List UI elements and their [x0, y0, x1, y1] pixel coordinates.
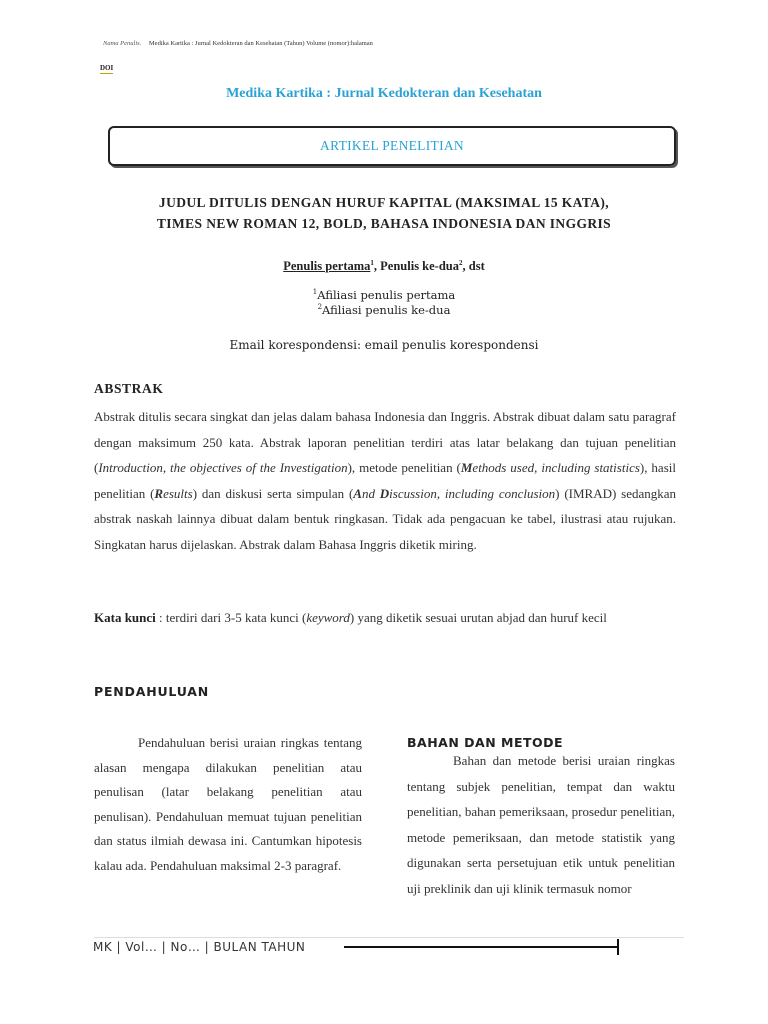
abstract-text-1: Abstrak ditulis secara singkat dan jelas dalam bahasa Indonesia dan Inggris. Abstrak dibuat dalam satu paragraf dengan maksimum 250 kata. Abstrak laporan penelitian terdiri atas latar belakang dan tujuan penelitian (	[94, 409, 676, 475]
article-type-label: ARTIKEL PENELITIAN	[320, 138, 464, 153]
abstract-text-4: ) dan diskusi serta simpulan (	[192, 485, 354, 501]
author-second-sup: 2	[459, 259, 463, 267]
author-first-sup: 1	[370, 259, 374, 267]
abstract-results-r: R	[154, 485, 164, 501]
article-title-line-2: TIMES NEW ROMAN 12, BOLD, BAHASA INDONESIA DAN INGGRIS	[156, 216, 612, 231]
author-first: Penulis pertama	[283, 259, 371, 273]
affiliations	[0, 288, 768, 318]
affiliation-1-text: Afiliasi penulis pertama	[317, 288, 456, 302]
keywords	[94, 605, 676, 631]
article-title-line-1: JUDUL DITULIS DENGAN HURUF KAPITAL (MAKSIMAL 15 KATA),	[158, 195, 610, 210]
abstract-and-a: A	[353, 485, 362, 501]
header-running-title: Medika Kartika : Jurnal Kedokteran dan Kesehatan (Tahun) Volume (nomor):halaman	[148, 40, 373, 47]
abstract-disc-en: iscussion, including conclusion	[389, 485, 556, 501]
keywords-keyword-en: keyword	[306, 610, 350, 625]
footer-issue-info: MK | Vol… | No… | BULAN TAHUN	[93, 940, 306, 954]
introduction-body	[94, 731, 362, 878]
keywords-sep: :	[155, 610, 166, 625]
abstract-results-en: esults	[163, 485, 193, 501]
abstract-methods-m: M	[460, 460, 473, 475]
header-author-label: Nama Penulis.	[103, 40, 142, 47]
abstract-text-3: ), hasil penelitian (	[94, 460, 676, 501]
keywords-text-1: terdiri dari 3-5 kata kunci (	[165, 610, 307, 625]
abstract-disc-d: D	[379, 485, 390, 501]
abstract-text-5: ) (IMRAD) sedangkan abstrak naskah lainnya dibuat dalam bentuk ringkasan. Tidak ada pengacuan ke tabel, ilustrasi atau rujukan. Singkatan harus dijelaskan. Abstrak dalam Bahasa Inggris diketik miring.	[94, 485, 677, 552]
running-header	[103, 40, 373, 47]
author-list	[0, 259, 768, 274]
introduction-heading: PENDAHULUAN	[94, 684, 210, 699]
correspondence-email: Email korespondensi: email penulis korespondensi	[229, 338, 539, 352]
footer-rule	[344, 946, 618, 948]
methods-text: Bahan dan metode berisi uraian ringkas tentang subjek penelitian, tempat dan waktu penelitian, bahan pemeriksaan, prosedur penelitian, metode pemeriksaan, dan metode statistik yang digunakan serta persetujuan etik untuk penelitian uji preklinik dan uji klinik termasuk nomor	[407, 753, 675, 896]
abstract-heading: ABSTRAK	[94, 381, 164, 396]
affiliation-1	[0, 288, 768, 303]
author-rest: , dst	[462, 259, 485, 273]
keywords-text-2: ) yang diketik sesuai urutan abjad dan huruf kecil	[349, 610, 607, 625]
abstract-body	[94, 404, 676, 557]
affiliation-2-text: Afiliasi penulis ke-dua	[322, 303, 451, 317]
abstract-intro-en: Introduction, the objectives of the Investigation	[98, 460, 348, 475]
author-second: , Penulis ke-dua	[373, 259, 459, 273]
methods-heading: BAHAN DAN METODE	[407, 735, 564, 750]
doi-label[interactable]: DOI	[100, 64, 114, 72]
affiliation-2	[0, 303, 768, 318]
abstract-text-2: ), metode penelitian (	[347, 460, 461, 475]
methods-body	[407, 748, 675, 901]
article-type-box	[108, 126, 676, 166]
introduction-text: Pendahuluan berisi uraian ringkas tentang alasan mengapa dilakukan penelitian atau penulisan (latar belakang penelitian atau penulisan). Pendahuluan memuat tujuan penelitian dan status ilmiah dewasa ini. Cantumkan hipotesis kalau ada. Pendahuluan maksimal 2-3 paragraf.	[94, 735, 362, 873]
journal-title: Medika Kartika : Jurnal Kedokteran dan Kesehatan	[226, 86, 542, 101]
affiliation-2-sup: 2	[317, 303, 323, 311]
article-title	[0, 192, 768, 234]
footer-divider	[94, 937, 684, 938]
abstract-methods-en: ethods used, including statistics	[472, 460, 640, 475]
keywords-label: Kata kunci	[94, 610, 156, 625]
affiliation-1-sup: 1	[312, 288, 318, 296]
footer-rule-end	[617, 939, 619, 955]
abstract-and-nd: nd	[361, 485, 380, 501]
